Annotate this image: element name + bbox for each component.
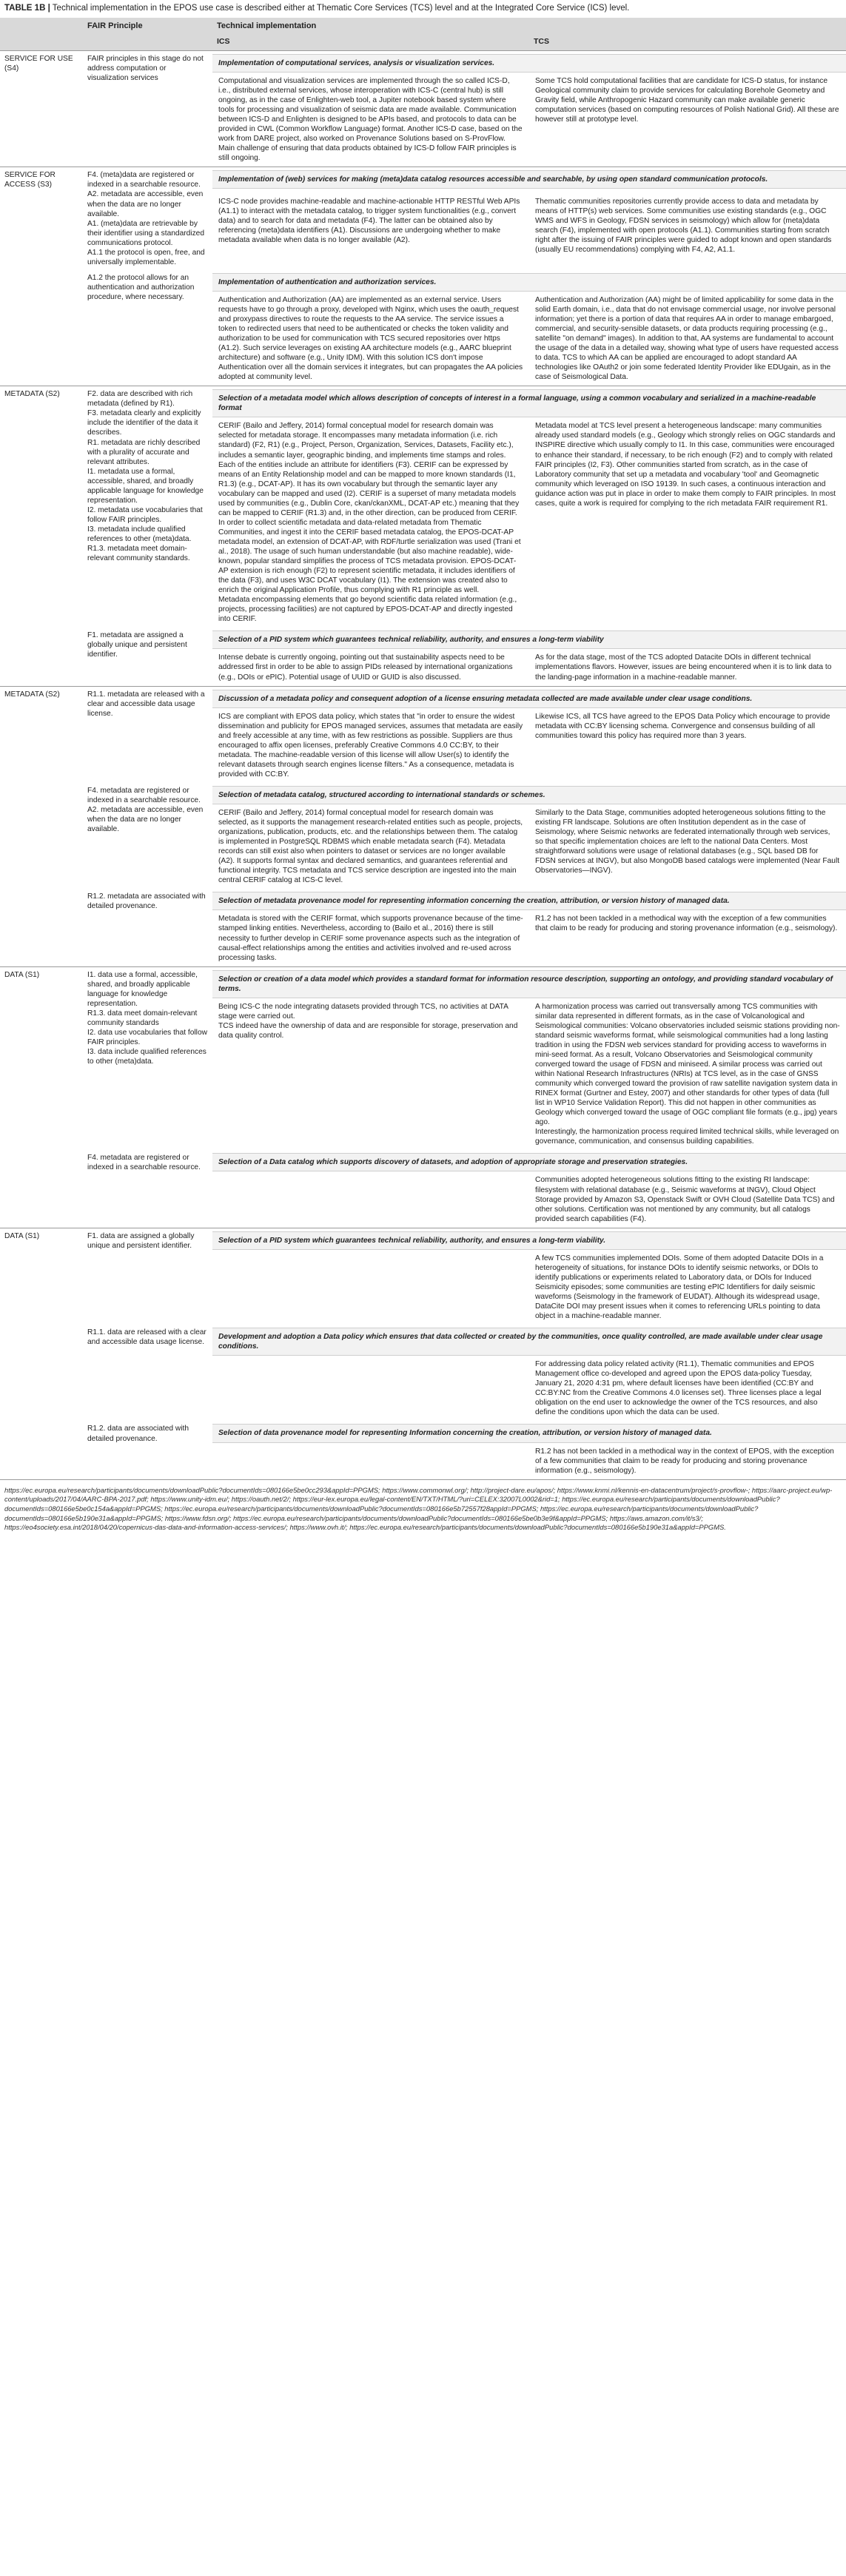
selection-cell: [212, 167, 846, 193]
stage-category: DATA (S1): [0, 966, 83, 1150]
stage-category: [0, 889, 83, 966]
selection-cell: [212, 1325, 846, 1356]
fair-principle: F4. (meta)data are registered or indexed in a searchable resource. A2. metadata are accessible, even when the data are no longer available. A1. (meta)data are retrievable by their identifier using a standardized communications protocol. A1.1 the protocol is open, free, and universally implementable.: [83, 167, 212, 270]
header-fair-principle: FAIR Principle: [83, 18, 212, 34]
stage-category: [0, 1325, 83, 1421]
selection-heading: Selection of a metadata model which allows description of concepts of interest in a formal language, using a common vocabulary and serialized in a machine-readable format: [212, 389, 846, 417]
principle-row: [0, 783, 846, 804]
fair-principle: F1. metadata are assigned a globally unique and persistent identifier.: [87, 631, 187, 659]
selection-cell: [212, 386, 846, 418]
stage-category: [0, 1421, 83, 1479]
fair-principle: R1.2. metadata are associated with detailed provenance.: [87, 892, 206, 911]
principle-row: [0, 1228, 846, 1250]
header-row: [0, 18, 846, 34]
subheader-blank-1: [0, 34, 83, 50]
selection-heading: Implementation of (web) services for making (meta)data catalog resources accessible and searchable, by using open standard communication protocols.: [212, 170, 846, 189]
header-tcs: TCS: [529, 34, 846, 50]
fair-principle: R1.2. data are associated with detailed provenance.: [87, 1425, 189, 1443]
fair-principle: F1. data are assigned a globally unique and persistent identifier.: [83, 1228, 212, 1325]
principle-row: [0, 686, 846, 708]
header-technical-implementation: Technical implementation: [212, 18, 846, 34]
ics-implementation: Intense debate is currently ongoing, pointing out that sustainability aspects need to be addressed first in order to be able to assign PIDs released by international organizations (e.g., DOIs or ePIC). Potential usage of UUID or GUID is also discussed.: [218, 653, 513, 682]
stage-category: METADATA (S2): [0, 386, 83, 628]
ics-implementation: Metadata is stored with the CERIF format, which supports provenance because of the time-stamped linking entities. Nevertheless, according to (Bailo et al., 2016) there is still necessity to further develop in CERIF some provenance aspects such as the integration of causal-effect relationships among the entities and activities involved and re-used across processing tasks.: [218, 915, 523, 962]
fair-principle: F4. metadata are registered or indexed in a searchable resource.: [87, 1154, 201, 1172]
selection-cell: [212, 1228, 846, 1250]
tcs-implementation: Thematic communities repositories currently provide access to data and metadata by means of HTTP(s) web services. Some communities use existing standards (e.g., OGC WMS and WFS in Geology, FDSN services in seismology) which allow for (meta)data search (F4), implemented with open protocols (A1.1). Communities starting from scratch right after the issuing of FAIR principles were guided to adopt known and open standards (usually EU recommendations) complying with F4, A2, A1.1.: [535, 197, 832, 254]
table-label: TABLE 1B |: [4, 4, 50, 13]
principle-row: [0, 50, 846, 73]
stage-category: [0, 270, 83, 386]
selection-cell: [212, 889, 846, 910]
selection-heading: Selection of a Data catalog which supports discovery of datasets, and adoption of appropriate storage and preservation strategies.: [212, 1153, 846, 1171]
ics-implementation: [212, 1171, 529, 1228]
stage-category: [0, 628, 83, 686]
tcs-implementation: Authentication and Authorization (AA) might be of limited applicability for some data in the solid Earth domain, i.e., data that do not envisage commercial usage, nor involve personal information; yet there is a portion of data that requires AA in order to manage embargoed, commercial, and security-sensible datasets, or data products requiring processing (e.g., satellite "on demand" images). In addition to that, AA systems are fundamental to account the usage of the data in a detailed way, showing what type of users have requested access to data. TCS to which AA can be applied are encouraged to adopt standard AA technologies like OAuth2 or join some federated Identity Provider like EDUgain, as in the case of Seismological Data.: [535, 295, 839, 382]
selection-heading: Implementation of computational services, analysis or visualization services.: [212, 54, 846, 73]
stage-category: SERVICE FOR USE (S4): [0, 50, 83, 167]
principle-row: [0, 889, 846, 910]
tcs-implementation: For addressing data policy related activity (R1.1), Thematic communities and EPOS Management office co-developed and agreed upon the EPOS data-policy Tuesday, January 21, 2020 4:31 pm, where default licenses have been identified (CC:BY and CC:BY:NC from the Creative Commons 4.0 licenses set). Three licenses place a legal obligation on the end user to acknowledge the owner of the TCS resources, and also define the conditions upon which the data can be used.: [535, 1360, 822, 1417]
principle-row: [0, 628, 846, 649]
selection-cell: [212, 50, 846, 73]
tcs-implementation: Some TCS hold computational facilities that are candidate for ICS-D status, for instance Geological community claim to provide services for calculating Borehole Geometry and Gravity field, while Anthropogenic Hazard community can make available generic computation services (based on computing resources of Polish National Grid). All these are however still at prototype level.: [535, 76, 839, 124]
selection-heading: Selection of a PID system which guarantees technical reliability, authority, and ensures a long-term viability.: [212, 1231, 846, 1250]
ics-implementation: CERIF (Bailo and Jeffery, 2014) formal conceptual model for research domain was selected, as it supports the management research-related entities such as people, projects, organizations, publication, products, etc. and the relationships between them. The catalog is implemented in PostgreSQL RDBMS which enable metadata search (F4). Metadata records can still exist also when pointers to dataset or services are no longer available (A2). It supports formal syntax and declared semantics, and guarantees referential and functional integrity. TCS metadata and TCS service description are ingested into the main central CERIF catalog at ICS-C level.: [218, 808, 523, 885]
ics-implementation: Being ICS-C the node integrating datasets provided through TCS, no activities at DATA stage were carried out. TCS indeed have the ownership of data and are responsible for storage, preservation and data quality control.: [218, 1002, 518, 1040]
subheader-row: [0, 34, 846, 50]
stage-category: [0, 1150, 83, 1228]
table-body: [0, 50, 846, 1479]
principle-row: [0, 966, 846, 998]
stage-category: SERVICE FOR ACCESS (S3): [0, 167, 83, 270]
header-blank: [0, 18, 83, 34]
tcs-implementation: A harmonization process was carried out transversally among TCS communities with similar data represented in different formats, as in the case of Volcanological and Seismological communities: Volcano observatories included seismic stations providing non-standard seismic waveforms format, while seismological communities had a long lasting tradition in using the FDSN web services standard for providing access to waveforms in mini-seed format. As a result, Volcano Observatories and Seismological community converged toward the usage of FDSN and miniseed. A similar process was carried out within National Research Infrastructures (NRIs) at TCS level, as in the case of GNSS community which converged toward the provision of raw satellite navigation system data in RINEX format (Gurtner and Estey, 2007) and other standards for other types of data (full list in WP10 Service Validation Report). This did not happen in other communities as Geology which converged toward the usage of OGC compliant file formats (e.g., jpg) years ago. Interestingly, the harmonization process required limited technical skills, while leveraged on governance, communication, and consensus building capabilities.: [535, 1002, 840, 1146]
stage-category: METADATA (S2): [0, 686, 83, 783]
tcs-implementation: As for the data stage, most of the TCS adopted Datacite DOIs in different technical implementations flavors. However, issues are being encountered when it is to link data to the landing-page information in a machine-readable manner.: [535, 653, 832, 682]
selection-heading: Selection of metadata provenance model for representing information concerning the creation, attribution, or version history of managed data.: [212, 892, 846, 910]
tcs-implementation: Metadata model at TCS level present a heterogeneous landscape: many communities already used standard models (e.g., Geology which strongly relies on OGC standards and INSPIRE directive which usually comply to I1. In this case, communities were encouraged to enhance their standard, if necessary, to be rich enough (F2) and to comply with related FAIR principles (I2, F3). Other communities started from scratch, as in the case of Laboratory community that set up a metadata and vocabulary 'tool' and Geomagnetic community which leveraged on ISO 19139. In such cases, a continuous interaction and guidance action was put in place in order to make them comply to FAIR principles. In most cases, quite a work is required for complying to the rich metadata FAIR requirement R1.: [535, 422, 836, 508]
selection-cell: [212, 966, 846, 998]
selection-cell: [212, 628, 846, 649]
fair-principle: I1. data use a formal, accessible, shared, and broadly applicable language for knowledge representation. R1.3. data meet domain-relevant community standards I2. data use vocabularies that follow FAIR principles. I3. data include qualified references to other (meta)data.: [83, 966, 212, 1150]
principle-row: [0, 386, 846, 418]
tcs-implementation: A few TCS communities implemented DOIs. Some of them adopted Datacite DOIs in a heterogeneity of situations, for instance DOIs to identify seismic networks, or DOIs to identify publications or experiments related to Laboratory data, or DOIs for Induced Seismicity episodes; some communities are testing ePIC Identifiers for daily seismic waveforms (Seismology in the framework of EUDAT). Although its widespread usage, DataCite DOI may present issues when it comes to referencing URLs pointing to data object in a machine-readable manner.: [535, 1254, 824, 1321]
selection-heading: Discussion of a metadata policy and consequent adoption of a license ensuring metadata collected are made available under clear usage conditions.: [212, 690, 846, 708]
subheader-blank-2: [83, 34, 212, 50]
principle-row: [0, 1325, 846, 1356]
ics-implementation: Authentication and Authorization (AA) are implemented as an external service. Users requests have to go through a proxy, developed with Nginx, which uses the oauth_request and proxypass directives to route the requests to the AA service. The service issues a token to redirected users that need to be authenticated or checks the token validity and authorization to be used for communication with TCS secured repositories over https (A1.2). Such service leverages on existing AA architecture models (e.g., AARC blueprint architecture) and software (e.g., Unity IDM). With this solution ICS don't impose Authentication over all the domain services it integrates, but can propagates the AA policies adopted at community level.: [218, 295, 523, 382]
selection-heading: Development and adoption a Data policy which ensures that data collected or created by the communities, once quality controlled, are made available under clear usage conditions.: [212, 1328, 846, 1356]
ics-implementation: [212, 1250, 529, 1325]
fair-principle: R1.1. metadata are released with a clear and accessible data usage license.: [83, 686, 212, 783]
tcs-implementation: Similarly to the Data Stage, communities adopted heterogeneous solutions fitting to the existing FR landscape. Solutions are often Institution dependent as in the case of Seismology, where Seismic networks are federated internationally through web services, so that specific implementation choices are left to the national Data Centers. Most straightforward solutions were usage of relational databases (e.g., SQL based DB for FDSN services at INGV), but also MongoDB based catalogs were implemented (Near Fault Observatories—INGV).: [535, 808, 840, 875]
stage-category: [0, 783, 83, 889]
fair-principle: A1.2 the protocol allows for an authentication and authorization procedure, where necessary.: [87, 273, 195, 301]
table-caption: [0, 0, 846, 18]
selection-cell: [212, 270, 846, 292]
footnotes: https://ec.europa.eu/research/participants/documents/downloadPublic?documentIds=080166e5be0cc293&appId=PPGMS; https://www.commonwl.org/; http://project-dare.eu/apos/; https://www.knmi.nl/kennis-en-datacentrum/project/s-provflow-; https://aarc-project.eu/wp-content/uploads/2017/04/AARC-BPA-2017.pdf; https://www.unity-idm.eu/; https://oauth.net/2/; https://eur-lex.europa.eu/legal-content/EN/TXT/HTML/?uri=CELEX:32007L0002&rid=1; https://ec.europa.eu/research/participants/documents/downloadPublic?documentIds=080166e5be0c154a&appId=PPGMS; https://ec.europa.eu/research/participants/documents/downloadPublic?documentIds=080166e5b72557f28appId=PPGMS; https://ec.europa.eu/research/participants/documents/downloadPublic?documentIds=080166e5b190e31a&appId=PPGMS; https://www.fdsn.org/; https://ec.europa.eu/research/participants/documents/downloadPublic?documentIds=080166e5be0b3e9f&appId=PPGMS; https://aws.amazon.com/it/s3/; https://eo4society.esa.int/2018/04/20/copernicus-das-data-and-information-access-services/; https://www.ovh.it/; https://ec.europa.eu/research/participants/documents/downloadPublic?documentIds=080166e5b190e31a&appId=PPGMS.: [0, 1479, 846, 1538]
selection-cell: [212, 1421, 846, 1442]
selection-cell: [212, 1150, 846, 1171]
selection-heading: Selection or creation of a data model which provides a standard format for information resource description, supporting an ontology, and providing standard vocabulary of terms.: [212, 970, 846, 998]
selection-cell: [212, 686, 846, 708]
stage-category: DATA (S1): [0, 1228, 83, 1325]
selection-heading: Implementation of authentication and authorization services.: [212, 273, 846, 292]
selection-cell: [212, 783, 846, 804]
ics-implementation: ICS are compliant with EPOS data policy, which states that "in order to ensure the widest dissemination and publicity for EPOS managed services, assumes that metadata are easily and freely accessible at any time, with as few restrictions as possible. Suppliers are thus encouraged to affix open licenses, preferably Creative Commons 4.0 CC:BY, to their metadata. The machine-readable version of this license will allow User(s) to identify the relevant datasets through search engines license filters." As a consequence, metadata is provided with CC:BY.: [218, 712, 523, 778]
principle-row: [0, 1421, 846, 1442]
ics-implementation: CERIF (Bailo and Jeffery, 2014) formal conceptual model for research domain was selected for metadata storage. It encompasses many metadata information (i.e. rich standard) (F2, R1) (e.g., Project, Person, Organization, Services, Datasets, Facility etc.), includes a semantic layer, geographic binding, and implements time stamps and roles. Each of the entities include an attribute for identifiers (F3). CERIF can be expressed by means of an Entity Relationship model and can be mapped to more known standards (I1, R1.3) (e.g., DCAT-AP). It has its own vocabulary but through the semantic layer any vocabulary can be mapped and used (I2). CERIF is a superset of many metadata models used by communities (e.g., Dublin Core, ckan/ckanXML, DCAT-AP etc.) meaning that they can be mapped to CERIF (R1.3) and, in the other direction, can be produced from CERIF. In order to collect scientific metadata and data-related metadata from Thematic Communities, and ingest it into the CERIF based metadata catalog, the EPOS-DCAT-AP metadata model, an extension of DCAT-AP, with RDF/turtle serialization was used (Trani et al., 2018). The usage of such human understandable (but also machine readable), wide-known, popular standard simplifies the process of TCS metadata provision. EPOS-DCAT-AP extension is rich enough (F2) to represent scientific metadata, it includes identifiers of the data (F3), and uses W3C DCAT vocabulary (I1). The extension was created also to enrich the original Application Profile, thus complying with R1 principle as well. Metadata encompassing elements that go beyond scientific data related information (e.g., projects, processing facilities) are not captured by EPOS-DCAT-AP and directly ingested into CERIF.: [218, 422, 521, 624]
selection-heading: Selection of metadata catalog, structured according to international standards or schemes.: [212, 786, 846, 804]
ics-implementation: ICS-C node provides machine-readable and machine-actionable HTTP RESTful Web APIs (A1.1) to interact with the metadata catalog, to trigger system functionalities (e.g., convert data) and to search for data and metadata (F4). The latter can be obtained also by referencing (meta)data identifiers (A1). Discussions are undergoing whether to make metadata available when data is no longer available (A2).: [218, 197, 520, 244]
fair-principle: FAIR principles in this stage do not address computation or visualization services: [83, 50, 212, 167]
tcs-implementation: Likewise ICS, all TCS have agreed to the EPOS Data Policy which encourage to provide metadata with CC:BY licensing schema. Convergence and consensus building of all communities toward this policy has required more than 3 years.: [535, 712, 830, 740]
principle-row: [0, 167, 846, 193]
table-caption-text: Technical implementation in the EPOS use case is described either at Thematic Core Services (TCS) level and at the Integrated Core Service (ICS) level.: [52, 4, 630, 13]
fair-implementation-table: [0, 18, 846, 1479]
tcs-implementation: Communities adopted heterogeneous solutions fitting to the existing RI landscape: filesystem with relational database (e.g., Seismic waveforms at INGV), Cloud Object Storage provided by Amazon S3, Openstack Swift or OVH Cloud (Satellite Data TCS) and other solutions. Certification was not mentioned by any community, but all catalogs provided search capabilities (F4).: [535, 1176, 835, 1223]
ics-implementation: Computational and visualization services are implemented through the so called ICS-D, i.e., distributed external services, whose interoperation with ICS-C (central hub) is still ongoing, as in the case of Enlighten-web tool, a Jupiter notebook based system where tools for processing and visualization of seismic data are made available. Communication between ICS-D and Enlighten is designed to be APIs based, and protocols to data can be provided in CWL (Common Workflow Language) format. Another ICS-D case, based on the work from DARE project, also worked on Provenance Solutions based on S-ProvFlow. Main challenge of ensuring that data products obtained by ICS-D follow FAIR principles is still ongoing.: [218, 76, 523, 163]
fair-principle: F4. metadata are registered or indexed in a searchable resource. A2. metadata are accessible, even when the data are no longer available.: [87, 786, 204, 834]
fair-principle: R1.1. data are released with a clear and accessible data usage license.: [87, 1328, 207, 1347]
selection-heading: Selection of a PID system which guarantees technical reliability, authority, and ensures a long-term viability: [212, 630, 846, 649]
fair-principle: F2. data are described with rich metadata (defined by R1). F3. metadata clearly and explicitly include the identifier of the data it describes. R1. metadata are richly described with a plurality of accurate and relevant attributes. I1. metadata use a formal, accessible, shared, and broadly applicable language for knowledge representation. I2. metadata use vocabularies that follow FAIR principles. I3. metadata include qualified references to other (meta)data. R1.3. metadata meet domain-relevant community standards.: [83, 386, 212, 628]
tcs-implementation: R1.2 has not been tackled in a methodical way in the context of EPOS, with the exception of a few communities that claim to be ready for producing and storing provenance information (e.g., seismology).: [535, 1447, 834, 1475]
principle-row: [0, 270, 846, 292]
header-ics: ICS: [212, 34, 529, 50]
selection-heading: Selection of data provenance model for representing Information concerning the creation, attribution, or version history of managed data.: [212, 1424, 846, 1442]
tcs-implementation: R1.2 has not been tackled in a methodical way with the exception of a few communities that claim to be ready for producing and storing provenance information (e.g., seismology).: [535, 915, 838, 933]
ics-implementation: [212, 1356, 529, 1421]
ics-implementation: [212, 1443, 529, 1479]
principle-row: [0, 1150, 846, 1171]
